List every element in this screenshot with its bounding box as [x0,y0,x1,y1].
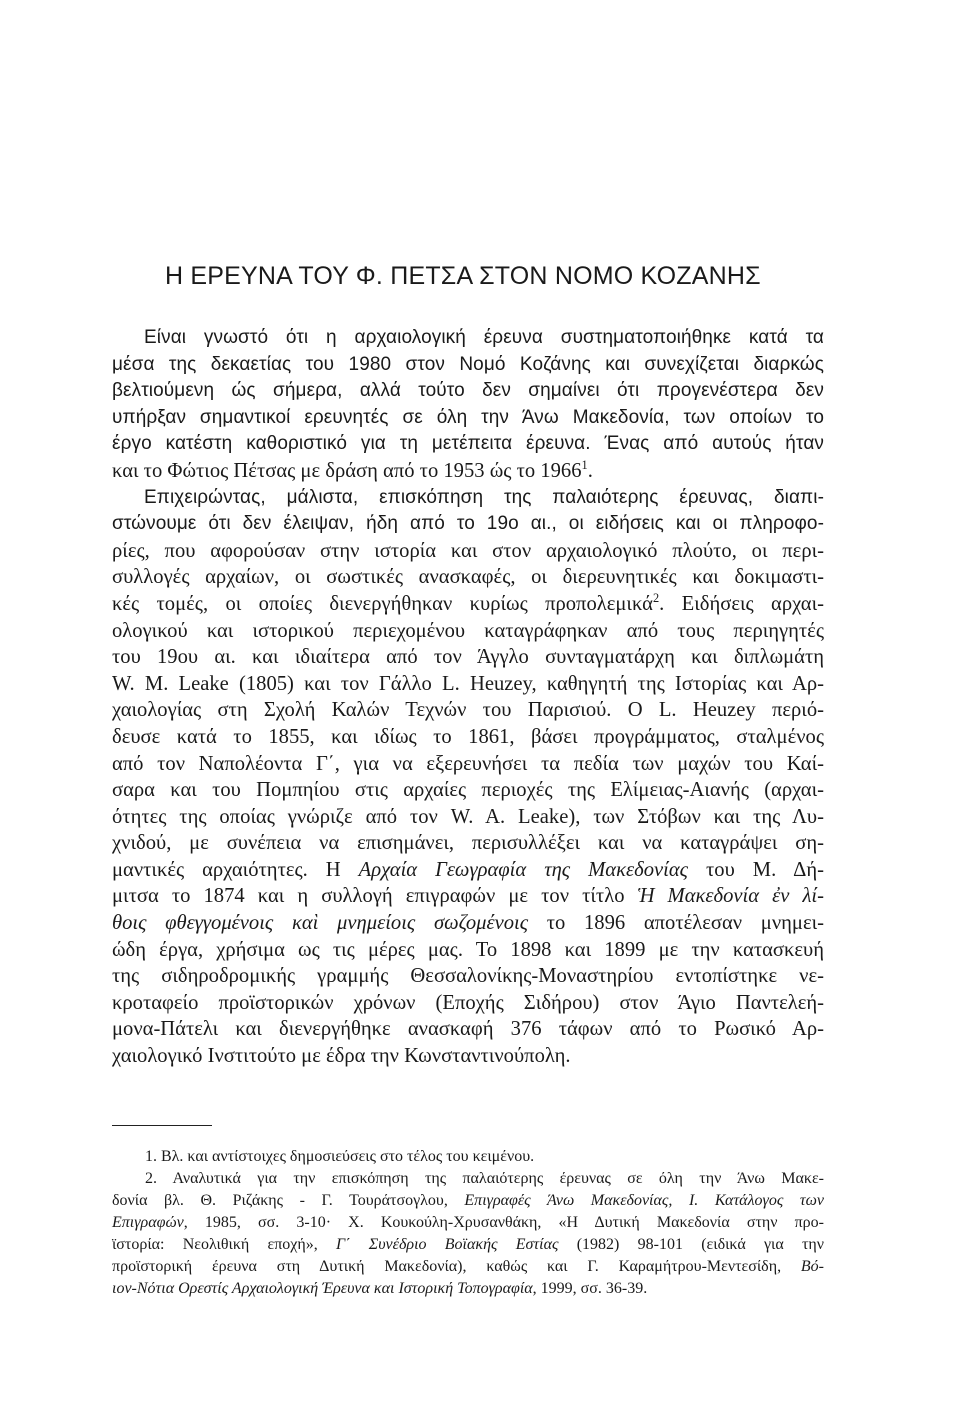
text-segment: κές τομές, οι οποίες διενεργήθηκαν κυρίως προπολεμικά [112,592,653,615]
footnote-divider [112,1125,212,1126]
book-title: ιον-Νότια Ορεστίς Αρχαιολογική Έρευνα και Ιστορική Τοπογραφία [112,1280,533,1297]
text-segment: του Μ. Δή- [688,858,824,881]
text-line: χαιολογίας στη Σχολή Καλών Τεχνών του Παρισιού. Ο L. Heuzey περιό- [112,699,824,722]
book-title: Επιγραφές Άνω Μακεδονίας, Ι. Κατάλογος των [464,1192,824,1209]
text-line: έργο κατέστη καθοριστικό για τη μετέπειτα έρευνα. Ένας από αυτούς ήταν [112,433,824,455]
text-line: σαρα και του Πομπηίου στις αρχαίες περιοχές της Ελίμειας-Αιανής (αρχαι- [112,779,824,802]
footnote-ref-1: 1 [581,458,588,473]
text-line: 1. Βλ. και αντίστοιχες δημοσιεύσεις στο τέλος του κειμένου. [145,1148,535,1165]
text-line: από τον Ναπολέοντα Γ΄, για να εξερευνήσει τα πεδία των μαχών του Καί- [112,752,824,775]
text-line: βελτιούμενη ώς σήμερα, αλλά τούτο δεν σημαίνει ότι προγενέστερα δεν [112,380,824,402]
footnote-2 [112,1168,824,1300]
text-line [112,458,824,485]
text-segment: μιτσα το 1874 και η συλλογή επιγραφών με τον τίτλο [112,885,638,908]
text-line: μονα-Πάτελι και διενεργήθηκε ανασκαφή 376 τάφων από το Ρωσικό Αρ- [112,1018,824,1041]
text-line: ώδη έργα, χρήσιμα ως τις μέρες μας. Το 1898 και 1899 με την κατασκευή [112,938,824,961]
text-segment: ϊστορία: Νεολιθική εποχή», [112,1236,337,1253]
text-line: συλλογές αρχαίων, οι σωστικές ανασκαφές, οι διερευνητικές και δοκιμαστι- [112,566,824,589]
footnote-1 [112,1146,824,1168]
book-title: Ἡ Μακεδονία ἐν λί- [637,885,824,908]
text-line: μέσα της δεκαετίας του 1980 στον Νομό Κοζάνης και συνεχίζεται διαρκώς [112,353,824,375]
text-line: κροταφείο προϊστορικών χρόνων (Εποχής Σιδήρου) στον Άγιο Παντελεή- [112,991,824,1014]
text-segment: , 1985, σσ. 3-10· Χ. Κουκούλη-Χρυσανθάκη, «Η Δυτική Μακεδονία στην προ- [183,1214,824,1231]
text-segment: . [587,459,593,482]
text-line: υπήρξαν σημαντικοί ερευνητές σε όλη την Άνω Μακεδονία, των οποίων το [112,406,824,428]
book-title: θοις φθεγγομένοις καὶ μνημείοις σωζομένοις [112,912,529,935]
book-title: Γ΄ Συνέδριο Βοϊακής Εστίας [336,1236,559,1253]
text-line: της σιδηροδρομικής γραμμής Θεσσαλονίκης-Μοναστηρίου εντοπίστηκε νε- [112,965,824,988]
page-title: Η ΕΡΕΥΝΑ ΤΟΥ Φ. ΠΕΤΣΑ ΣΤΟΝ ΝΟΜΟ ΚΟΖΑΝΗΣ [165,262,761,290]
text-segment: προϊστορική έρευνα στη Δυτική Μακεδονία), καθώς και Γ. Καραμήτρου-Μεντεσίδη, [112,1258,801,1275]
paragraph-2 [112,485,824,1070]
text-line [112,857,824,884]
book-title: Επιγραφών [112,1214,184,1231]
text-segment: (1982) 98-101 (ειδικά για την [558,1236,825,1253]
text-line [112,591,824,618]
text-line: χαιολογικό Ινστιτούτο με έδρα την Κωνσταντινούπολη. [112,1045,571,1068]
body-text [112,325,824,1070]
text-line: ότητες της οποίας γνώριζε από τον W. A. Leake), των Στόβων και της Λυ- [112,805,824,828]
text-line: χνιδού, με συνέπεια να επισημάνει, περισυλλέξει και να καταγράψει ση- [112,832,824,855]
text-segment: μαντικές αρχαιότητες. Η [112,858,359,881]
text-line: ολογικού και ιστορικού περιεχομένου καταγράφηκαν από τους περιηγητές [112,619,824,642]
text-line [112,883,824,910]
text-line: W. M. Leake (1805) και τον Γάλλο L. Heuzey, καθηγητή της Ιστορίας και Αρ- [112,672,824,695]
text-line: Είναι γνωστό ότι η αρχαιολογική έρευνα συστηματοποιήθηκε κατά τα [144,327,824,348]
text-line: Επιχειρώντας, μάλιστα, επισκόπηση της παλαιότερης έρευνας, διαπι- [144,486,824,508]
book-title: Αρχαία Γεωγραφία της Μακεδονίας [358,858,689,881]
text-line [112,910,824,937]
paragraph-1 [112,325,824,485]
text-segment: δονία βλ. Θ. Ριζάκης - Γ. Τουράτσογλου, [112,1192,465,1209]
text-line: στώνουμε ότι δεν έλειψαν, ήδη από το 19ο αι., οι ειδήσεις και οι πληροφο- [112,513,824,535]
text-line [112,1278,824,1300]
text-line: δευσε κατά το 1855, και ιδίως το 1861, βάσει προγράμματος, σταλμένος [112,725,824,748]
text-line [112,1234,824,1256]
text-segment: και το Φώτιος Πέτσας με δράση από το 1953 ώς το 1966 [112,459,582,482]
text-segment: . Ειδήσεις αρχαι- [659,592,824,615]
footnotes [112,1146,824,1300]
text-line: ρίες, που αφορούσαν στην ιστορία και στον αρχαιολογικό πλούτο, οι περι- [112,539,824,562]
text-line [112,1256,824,1278]
text-segment: , 1999, σσ. 36-39. [532,1280,648,1297]
text-line [112,1212,824,1234]
text-line [112,1190,824,1212]
footnote-ref-2: 2 [652,591,660,606]
book-title: Βό- [800,1258,824,1275]
text-line: 2. Αναλυτικά για την επισκόπηση της παλαιότερης έρευνας σε όλη την Άνω Μακε- [145,1170,824,1187]
text-line: του 19ου αι. και ιδιαίτερα από τον Άγγλο συνταγματάρχη και διπλωμάτη [112,646,824,669]
text-segment: το 1896 αποτέλεσαν μνημει- [528,912,825,935]
